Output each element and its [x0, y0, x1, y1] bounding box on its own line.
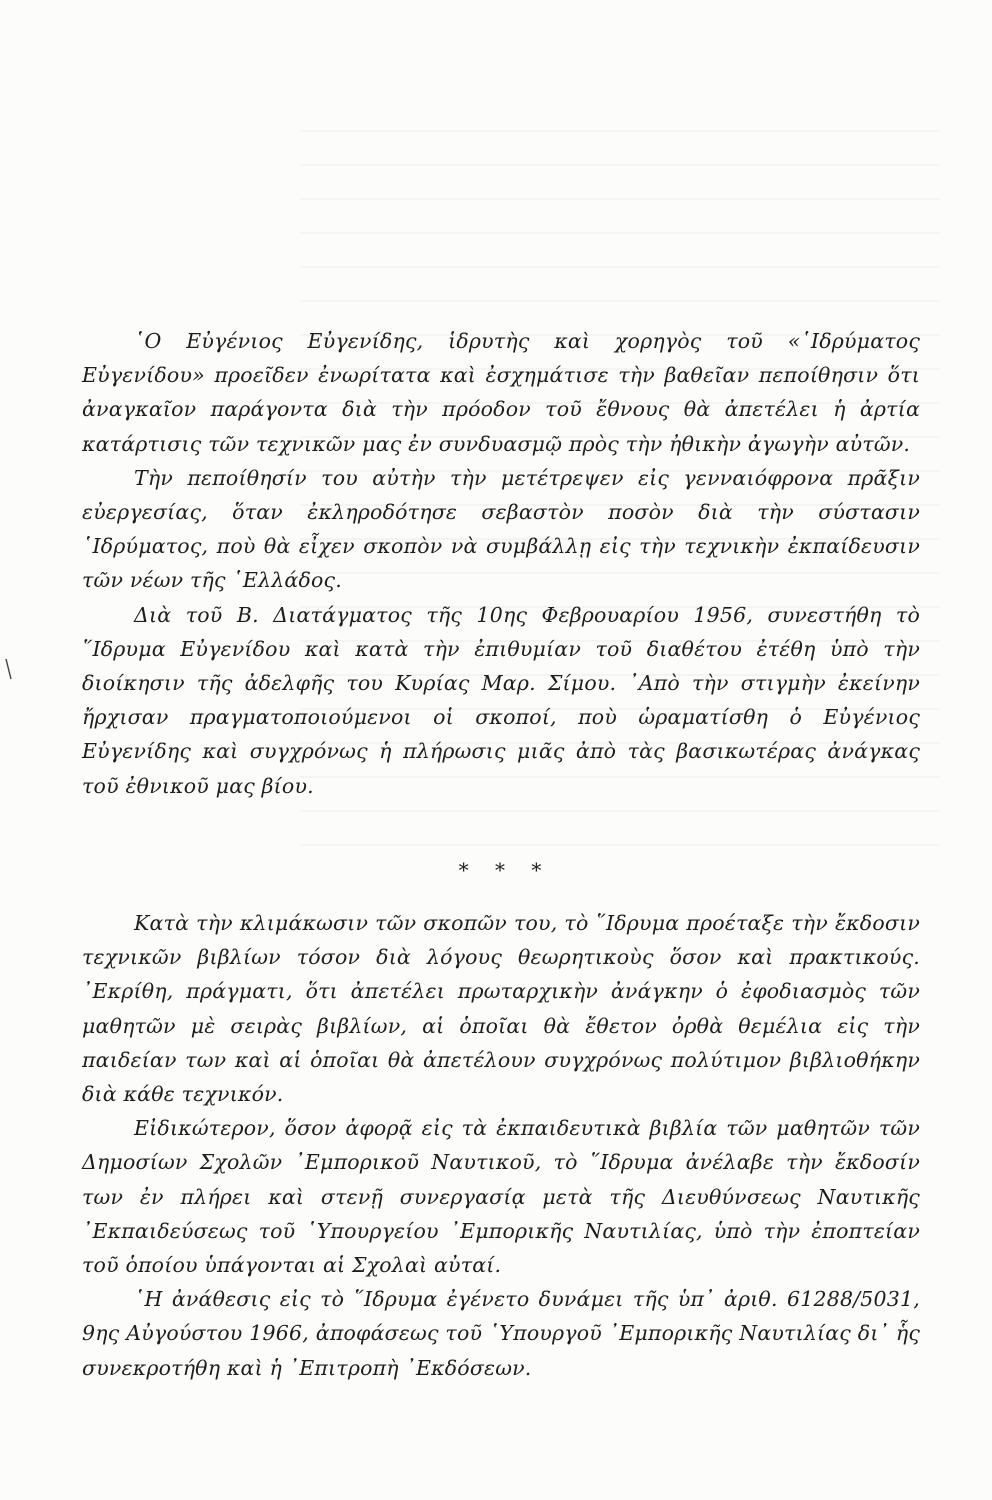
paragraph-1: ῾Ο Εὐγένιος Εὐγενίδης, ἱδρυτὴς καὶ χορηγὸς τοῦ «῾Ιδρύματος Εὐγενίδου» προεῖδεν ἐνωρίτατα καὶ ἐσχημάτισε τὴν βαθεῖαν πεποίθησιν ὅτι ἀναγκαῖον παράγοντα διὰ τὴν πρόοδον τοῦ ἔθνους θὰ ἀπετέλει ἡ ἀρτία κατάρτισις τῶν τεχνικῶν μας ἐν συνδυασμῷ πρὸς τὴν ἠθικὴν ἀγωγὴν αὐτῶν. — [82, 329, 920, 456]
paragraph-3: Διὰ τοῦ Β. Διατάγματος τῆς 10ης Φεβρουαρίου 1956, συνεστήθη τὸ ῞Ιδρυμα Εὐγενίδου καὶ κατὰ τὴν ἐπιθυμίαν τοῦ διαθέτου ἐτέθη ὑπὸ τὴν διοίκησιν τῆς ἀδελφῆς του Κυρίας Μαρ. Σίμου. ᾿Απὸ τὴν στιγμὴν ἐκείνην ἤρχισαν πραγματοποιούμενοι οἱ σκοποί, ποὺ ὡραματίσθη ὁ Εὐγένιος Εὐγενίδης καὶ συγχρόνως ἡ πλήρωσις μιᾶς ἀπὸ τὰς βασικωτέρας ἀνάγκας τοῦ ἐθνικοῦ μας βίου. — [82, 602, 920, 798]
paragraph-6: ῾Η ἀνάθεσις εἰς τὸ ῞Ιδρυμα ἐγένετο δυνάμει τῆς ὑπ᾿ ἀριθ. 61288/5031, 9ης Αὐγούστου 1966, ἀποφάσεως τοῦ ῾Υπουργοῦ ᾿Εμπορικῆς Ναυτιλίας δι᾿ ἧς συνεκροτήθη καὶ ἡ ᾿Επιτροπὴ ᾿Εκδόσεων. — [82, 1287, 920, 1380]
paragraph-5: Εἰδικώτερον, ὅσον ἀφορᾷ εἰς τὰ ἐκπαιδευτικὰ βιβλία τῶν μαθητῶν τῶν Δημοσίων Σχολῶν ᾿Εμπορικοῦ Ναυτικοῦ, τὸ ῞Ιδρυμα ἀνέλαβε τὴν ἔκδοσίν των ἐν πλήρει καὶ στενῇ συνεργασίᾳ μετὰ τῆς Διευθύνσεως Ναυτικῆς ᾿Εκπαιδεύσεως τοῦ ῾Υπουργείου ᾿Εμπορικῆς Ναυτιλίας, ὑπὸ τὴν ἐποπτείαν τοῦ ὁποίου ὑπάγονται αἱ Σχολαὶ αὐταί. — [82, 1116, 920, 1278]
section-foundation-history — [82, 324, 920, 803]
paragraph-2: Τὴν πεποίθησίν του αὐτὴν τὴν μετέτρεψεν εἰς γενναιόφρονα πρᾶξιν εὐεργεσίας, ὅταν ἐκληροδότησε σεβαστὸν ποσὸν διὰ τὴν σύστασιν ῾Ιδρύματος, ποὺ θὰ εἶχεν σκοπὸν νὰ συμβάλλῃ εἰς τὴν τεχνικὴν ἐκπαίδευσιν τῶν νέων τῆς ῾Ελλάδος. — [82, 465, 920, 593]
section-separator: * * * — [458, 858, 552, 882]
margin-tick-mark — [4, 658, 14, 680]
section-book-publishing — [82, 906, 920, 1385]
paragraph-4: Κατὰ τὴν κλιμάκωσιν τῶν σκοπῶν του, τὸ ῞Ιδρυμα προέταξε τὴν ἔκδοσιν τεχνικῶν βιβλίων τόσον διὰ λόγους θεωρητικοὺς ὅσον καὶ πρακτικούς. ᾿Εκρίθη, πράγματι, ὅτι ἀπετέλει πρωταρχικὴν ἀνάγκην ὁ ἐφοδιασμὸς τῶν μαθητῶν μὲ σειρὰς βιβλίων, αἱ ὁποῖαι θὰ ἔθετον ὀρθὰ θεμέλια εἰς τὴν παιδείαν των καὶ αἱ ὁποῖαι θὰ ἀπετέλουν συγχρόνως πολύτιμον βιβλιοθήκην διὰ κάθε τεχνικόν. — [82, 911, 920, 1107]
